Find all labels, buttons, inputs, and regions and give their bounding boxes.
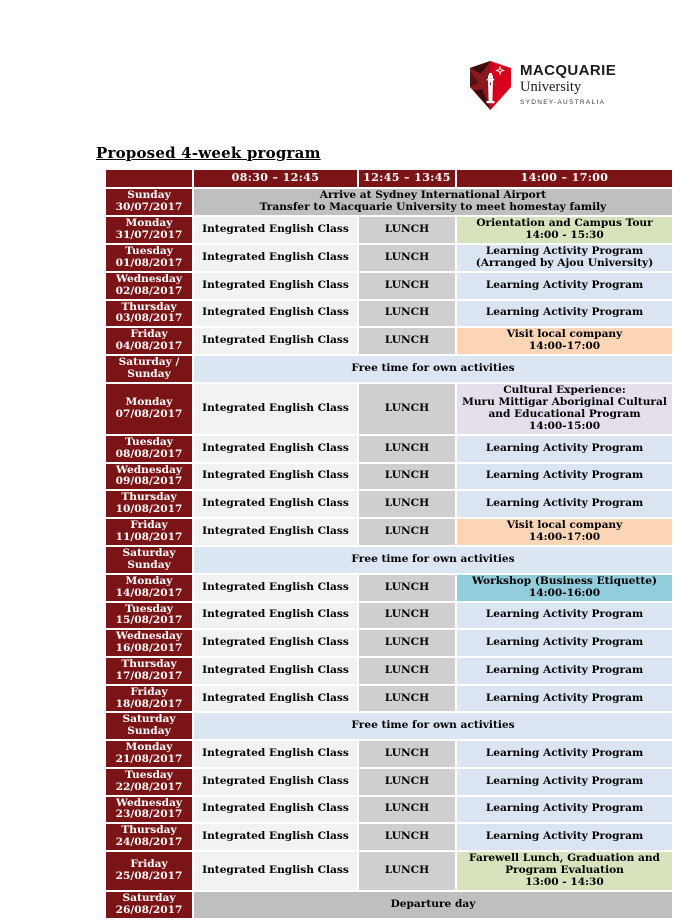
cell-line: Visit local company: [506, 328, 623, 341]
day-cell: [105, 300, 193, 328]
cell-line: Integrated English Class: [202, 497, 349, 510]
cell-line: Learning Activity Program: [485, 691, 644, 704]
lunch-cell: [358, 327, 456, 355]
cell-line: Learning Activity Program: [485, 441, 644, 454]
afternoon-activity-cell: [456, 490, 673, 518]
afternoon-activity-cell: [456, 574, 673, 602]
day-cell: [105, 768, 193, 796]
day-cell: [105, 327, 193, 355]
cell-line: Tuesday: [125, 768, 173, 781]
morning-class-cell: [193, 851, 358, 891]
lunch-cell: [358, 629, 456, 657]
cell-line: Sunday: [127, 368, 171, 381]
cell-line: 14:00-15:00: [528, 419, 601, 432]
cell-line: Learning Activity Program: [485, 774, 644, 787]
university-shield-icon: [470, 61, 511, 110]
morning-class-cell: [193, 272, 358, 300]
cell-line: LUNCH: [384, 278, 430, 291]
lunch-cell: [358, 740, 456, 768]
cell-line: 18/08/2017: [115, 697, 183, 710]
cell-line: Friday: [130, 685, 168, 698]
day-cell: [105, 891, 193, 919]
afternoon-activity-cell: [456, 740, 673, 768]
cell-line: 24/08/2017: [115, 836, 183, 849]
cell-line: Learning Activity Program: [485, 497, 644, 510]
cell-line: Integrated English Class: [202, 334, 349, 347]
cell-line: Sunday: [127, 558, 171, 571]
cell-line: 13:00 - 14:30: [525, 875, 604, 888]
morning-class-cell: [193, 574, 358, 602]
table-row: [105, 823, 673, 851]
cell-line: 01/08/2017: [115, 256, 183, 269]
lunch-cell: [358, 272, 456, 300]
lunch-cell: [358, 657, 456, 685]
cell-line: 15/08/2017: [115, 614, 183, 627]
day-cell: [105, 435, 193, 463]
day-cell: [105, 463, 193, 491]
table-row: [105, 300, 673, 328]
cell-line: LUNCH: [384, 524, 430, 537]
afternoon-activity-cell: [456, 518, 673, 546]
cell-line: Learning Activity Program: [485, 802, 644, 815]
lunch-cell: [358, 490, 456, 518]
day-cell: [105, 602, 193, 630]
lunch-cell: [358, 823, 456, 851]
program-table: [104, 168, 674, 920]
cell-line: Integrated English Class: [202, 250, 349, 263]
morning-class-cell: [193, 629, 358, 657]
morning-class-cell: [193, 768, 358, 796]
afternoon-activity-cell: [456, 768, 673, 796]
cell-line: Thursday: [121, 300, 177, 313]
cell-line: Integrated English Class: [202, 278, 349, 291]
cell-line: Integrated English Class: [202, 469, 349, 482]
day-cell: [105, 685, 193, 713]
cell-line: LUNCH: [384, 691, 430, 704]
cell-line: 16/08/2017: [115, 642, 183, 655]
cell-line: Orientation and Campus Tour: [476, 216, 653, 229]
table-row: [105, 602, 673, 630]
cell-line: 14:00 - 15:30: [525, 228, 604, 241]
cell-line: Free time for own activities: [351, 552, 515, 565]
cell-line: Arrive at Sydney International Airport: [319, 189, 547, 201]
full-day-cell: [193, 891, 673, 919]
cell-line: Free time for own activities: [351, 719, 515, 732]
morning-class-cell: [193, 435, 358, 463]
cell-line: Sunday: [127, 189, 171, 202]
cell-line: LUNCH: [384, 663, 430, 676]
morning-class-cell: [193, 383, 358, 435]
table-row: [105, 768, 673, 796]
cell-line: Learning Activity Program: [485, 278, 644, 291]
table-row: [105, 355, 673, 383]
cell-line: 22/08/2017: [115, 780, 183, 793]
cell-line: (Arranged by Ajou University): [475, 256, 654, 269]
cell-line: 14:00-16:00: [528, 586, 601, 599]
program-table-body: [105, 188, 673, 919]
lunch-cell: [358, 851, 456, 891]
cell-line: Visit local company: [506, 518, 623, 531]
cell-line: Learning Activity Program: [485, 306, 644, 319]
table-row: [105, 272, 673, 300]
cell-line: 08/08/2017: [115, 447, 183, 460]
full-day-cell: [193, 712, 673, 740]
cell-line: Learning Activity Program: [485, 608, 644, 621]
cell-line: Monday: [125, 395, 173, 408]
morning-class-cell: [193, 327, 358, 355]
day-cell: [105, 244, 193, 272]
table-row: [105, 851, 673, 891]
day-cell: [105, 546, 193, 574]
cell-line: 02/08/2017: [115, 284, 183, 297]
day-cell: [105, 518, 193, 546]
afternoon-activity-cell: [456, 602, 673, 630]
cell-line: Free time for own activities: [351, 362, 515, 375]
cell-line: Departure day: [390, 897, 476, 910]
day-cell: [105, 851, 193, 891]
lunch-cell: [358, 602, 456, 630]
cell-line: Transfer to Macquarie University to meet homestay family: [259, 200, 607, 213]
cell-line: Wednesday: [115, 272, 182, 285]
cell-line: LUNCH: [384, 580, 430, 593]
cell-line: Learning Activity Program: [485, 636, 644, 649]
university-name: MACQUARIE: [520, 62, 617, 79]
full-day-cell: [193, 355, 673, 383]
morning-class-cell: [193, 244, 358, 272]
table-row: [105, 796, 673, 824]
afternoon-activity-cell: [456, 327, 673, 355]
day-cell: [105, 574, 193, 602]
cell-line: 17/08/2017: [115, 669, 183, 682]
cell-line: LUNCH: [384, 401, 430, 414]
table-row: [105, 435, 673, 463]
lunch-cell: [358, 685, 456, 713]
cell-line: Tuesday: [125, 602, 173, 615]
full-day-cell: [193, 188, 673, 216]
cell-line: Learning Activity Program: [485, 747, 644, 759]
time-slot-header: 14:00 – 17:00: [456, 169, 673, 188]
lunch-cell: [358, 383, 456, 435]
cell-line: Monday: [125, 217, 173, 230]
cell-line: 14/08/2017: [115, 586, 183, 599]
cell-line: LUNCH: [384, 497, 430, 510]
afternoon-activity-cell: [456, 657, 673, 685]
cell-line: Wednesday: [115, 463, 182, 476]
day-cell: [105, 188, 193, 216]
morning-class-cell: [193, 657, 358, 685]
afternoon-activity-cell: [456, 383, 673, 435]
morning-class-cell: [193, 463, 358, 491]
cell-line: LUNCH: [384, 334, 430, 347]
cell-line: Learning Activity Program: [485, 830, 644, 843]
cell-line: Integrated English Class: [202, 524, 349, 537]
cell-line: Integrated English Class: [202, 863, 349, 876]
cell-line: Saturday: [122, 713, 176, 726]
cell-line: Integrated English Class: [202, 441, 349, 454]
morning-class-cell: [193, 602, 358, 630]
table-row: [105, 463, 673, 491]
cell-line: LUNCH: [384, 830, 430, 843]
cell-line: Thursday: [121, 824, 177, 837]
morning-class-cell: [193, 300, 358, 328]
lunch-cell: [358, 216, 456, 244]
cell-line: Thursday: [121, 491, 177, 504]
table-row: [105, 188, 673, 216]
day-cell: [105, 272, 193, 300]
cell-line: Learning Activity Program: [485, 469, 644, 482]
cell-line: 21/08/2017: [115, 752, 183, 765]
table-row: [105, 657, 673, 685]
table-row: [105, 629, 673, 657]
cell-line: LUNCH: [384, 747, 430, 759]
cell-line: Friday: [130, 858, 168, 871]
cell-line: Friday: [130, 328, 168, 341]
university-logo-text: [520, 61, 616, 106]
day-cell: [105, 216, 193, 244]
cell-line: 14:00-17:00: [528, 530, 601, 543]
table-row: [105, 740, 673, 768]
cell-line: LUNCH: [384, 774, 430, 787]
cell-line: Saturday /: [118, 356, 180, 369]
afternoon-activity-cell: [456, 796, 673, 824]
lunch-cell: [358, 574, 456, 602]
afternoon-activity-cell: [456, 685, 673, 713]
morning-class-cell: [193, 685, 358, 713]
morning-class-cell: [193, 740, 358, 768]
university-tagline: SYDNEY-AUSTRALIA: [520, 99, 606, 106]
university-subname: University: [520, 79, 582, 95]
cell-line: 25/08/2017: [115, 869, 183, 882]
cell-line: 03/08/2017: [115, 312, 183, 325]
cell-line: Friday: [130, 519, 168, 532]
cell-line: Integrated English Class: [202, 608, 349, 621]
cell-line: Workshop (Business Etiquette): [472, 574, 657, 587]
cell-line: Thursday: [121, 657, 177, 670]
cell-line: Integrated English Class: [202, 401, 349, 414]
table-row: [105, 712, 673, 740]
day-cell: [105, 490, 193, 518]
table-row: [105, 891, 673, 919]
cell-line: 23/08/2017: [115, 808, 183, 821]
table-row: [105, 490, 673, 518]
lunch-cell: [358, 768, 456, 796]
cell-line: Integrated English Class: [202, 691, 349, 704]
cell-line: LUNCH: [384, 863, 430, 876]
cell-line: LUNCH: [384, 802, 430, 815]
cell-line: LUNCH: [384, 441, 430, 454]
morning-class-cell: [193, 518, 358, 546]
afternoon-activity-cell: [456, 463, 673, 491]
cell-line: 09/08/2017: [115, 475, 183, 488]
cell-line: Saturday: [122, 546, 176, 559]
cell-line: Integrated English Class: [202, 774, 349, 787]
header-row: [105, 169, 673, 188]
cell-line: Integrated English Class: [202, 747, 349, 759]
table-row: [105, 216, 673, 244]
table-row: [105, 244, 673, 272]
cell-line: LUNCH: [384, 636, 430, 649]
afternoon-activity-cell: [456, 300, 673, 328]
afternoon-activity-cell: [456, 823, 673, 851]
lunch-cell: [358, 518, 456, 546]
morning-class-cell: [193, 796, 358, 824]
afternoon-activity-cell: [456, 851, 673, 891]
cell-line: Sunday: [127, 725, 171, 738]
lunch-cell: [358, 435, 456, 463]
cell-line: Monday: [125, 574, 173, 587]
page-title: Proposed 4-week program: [96, 144, 321, 162]
afternoon-activity-cell: [456, 629, 673, 657]
cell-line: LUNCH: [384, 250, 430, 263]
cell-line: 11/08/2017: [115, 530, 183, 543]
day-cell: [105, 355, 193, 383]
cell-line: Tuesday: [125, 244, 173, 257]
day-cell: [105, 712, 193, 740]
cell-line: 14:00-17:00: [528, 340, 601, 353]
cell-line: Saturday: [122, 891, 176, 904]
day-cell: [105, 383, 193, 435]
time-slot-header: 12:45 – 13:45: [358, 169, 456, 188]
lunch-cell: [358, 796, 456, 824]
cell-line: Integrated English Class: [202, 663, 349, 676]
cell-line: 04/08/2017: [115, 340, 183, 353]
table-row: [105, 685, 673, 713]
cell-line: 26/08/2017: [115, 903, 183, 916]
cell-line: Integrated English Class: [202, 636, 349, 649]
cell-line: 07/08/2017: [115, 407, 183, 420]
time-slot-header: 08:30 – 12:45: [193, 169, 358, 188]
cell-line: Wednesday: [115, 796, 182, 809]
cell-line: Learning Activity Program: [485, 244, 644, 257]
morning-class-cell: [193, 490, 358, 518]
cell-line: LUNCH: [384, 222, 430, 235]
cell-line: 10/08/2017: [115, 503, 183, 516]
table-row: [105, 518, 673, 546]
cell-line: Cultural Experience:: [503, 383, 626, 396]
cell-line: Wednesday: [115, 630, 182, 643]
afternoon-activity-cell: [456, 435, 673, 463]
lunch-cell: [358, 244, 456, 272]
afternoon-activity-cell: [456, 216, 673, 244]
cell-line: LUNCH: [384, 608, 430, 621]
cell-line: Integrated English Class: [202, 580, 349, 593]
day-cell: [105, 796, 193, 824]
cell-line: Monday: [125, 741, 173, 754]
corner-header: [105, 169, 193, 188]
table-row: [105, 546, 673, 574]
cell-line: 31/07/2017: [115, 228, 183, 241]
morning-class-cell: [193, 823, 358, 851]
afternoon-activity-cell: [456, 244, 673, 272]
cell-line: LUNCH: [384, 469, 430, 482]
afternoon-activity-cell: [456, 272, 673, 300]
morning-class-cell: [193, 216, 358, 244]
cell-line: LUNCH: [384, 306, 430, 319]
cell-line: Integrated English Class: [202, 802, 349, 815]
table-row: [105, 327, 673, 355]
cell-line: Muru Mittigar Aboriginal Cultural and Educational Program: [462, 395, 667, 420]
day-cell: [105, 823, 193, 851]
day-cell: [105, 629, 193, 657]
cell-line: Learning Activity Program: [485, 663, 644, 676]
cell-line: Farewell Lunch, Graduation and Program Evaluation: [469, 852, 660, 876]
cell-line: 30/07/2017: [115, 200, 183, 213]
table-row: [105, 574, 673, 602]
full-day-cell: [193, 546, 673, 574]
lunch-cell: [358, 463, 456, 491]
cell-line: Integrated English Class: [202, 830, 349, 843]
university-logo: [470, 61, 616, 110]
cell-line: Tuesday: [125, 435, 173, 448]
cell-line: Integrated English Class: [202, 306, 349, 319]
day-cell: [105, 657, 193, 685]
day-cell: [105, 740, 193, 768]
lunch-cell: [358, 300, 456, 328]
table-row: [105, 383, 673, 435]
cell-line: Integrated English Class: [202, 222, 349, 235]
